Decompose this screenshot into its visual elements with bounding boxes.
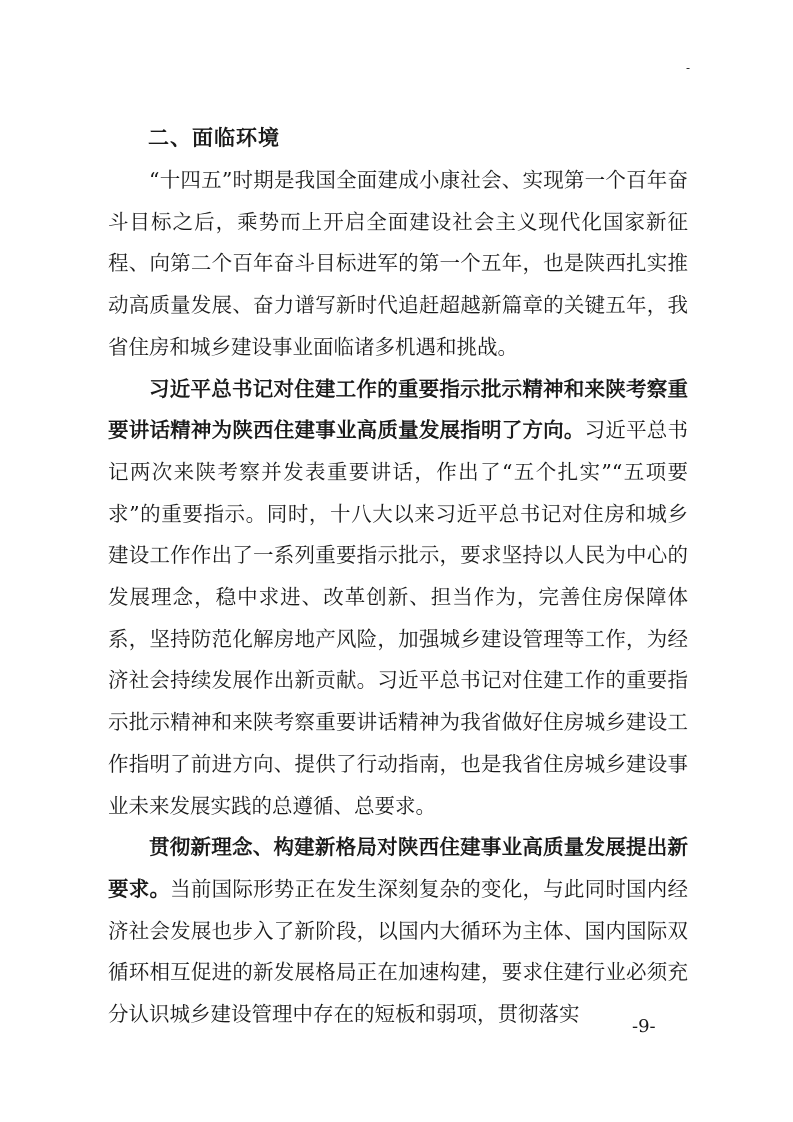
- body-text: [108, 160, 688, 1036]
- corner-mark: -: [686, 61, 691, 75]
- paragraph-text: 习近平总书记两次来陕考察并发表重要讲话，作出了“五个扎实”“五项要求”的重要指示。同时，十八大以来习近平总书记对住房和城乡建设工作作出了一系列重要指示批示，要求坚持以人民为中心的发展理念，稳中求进、改革创新、担当作为，完善住房保障体系，坚持防范化解房地产风险，加强城乡建设管理等工作，为经济社会持续发展作出新贡献。习近平总书记对住建工作的重要指示批示精神和来陕考察重要讲话精神为我省做好住房城乡建设工作指明了前进方向、提供了行动指南，也是我省住房城乡建设事业未来发展实践的总遵循、总要求。: [108, 418, 689, 818]
- paragraph-guidance: [108, 369, 688, 828]
- section-heading: 二、面临环境: [148, 126, 280, 150]
- paragraph-new-pattern: [108, 827, 688, 1036]
- page-number: -9-: [632, 1016, 656, 1037]
- paragraph-intro: [108, 160, 688, 369]
- paragraph-lead-bold: 习近平总书记对住建工作的重要指示批示精神和来陕考察重要讲话精神为陕西住建事业高质量发展指明了方向。: [108, 376, 688, 443]
- paragraph-text: “十四五”时期是我国全面建成小康社会、实现第一个百年奋斗目标之后，乘势而上开启全面建设社会主义现代化国家新征程、向第二个百年奋斗目标进军的第一个五年，也是陕西扎实推动高质量发展、奋力谱写新时代追赶超越新篇章的关键五年，我省住房和城乡建设事业面临诸多机遇和挑战。: [108, 168, 688, 359]
- paragraph-lead-bold: 贯彻新理念、构建新格局对陕西住建事业高质量发展提出新要求。: [108, 835, 688, 901]
- paragraph-text: 当前国际形势正在发生深刻复杂的变化，与此同时国内经济社会发展也步入了新阶段，以国内大循环为主体、国内国际双循环相互促进的新发展格局正在加速构建，要求住建行业必须充分认识城乡建设管理中存在的短板和弱项，贯彻落实: [108, 876, 689, 1027]
